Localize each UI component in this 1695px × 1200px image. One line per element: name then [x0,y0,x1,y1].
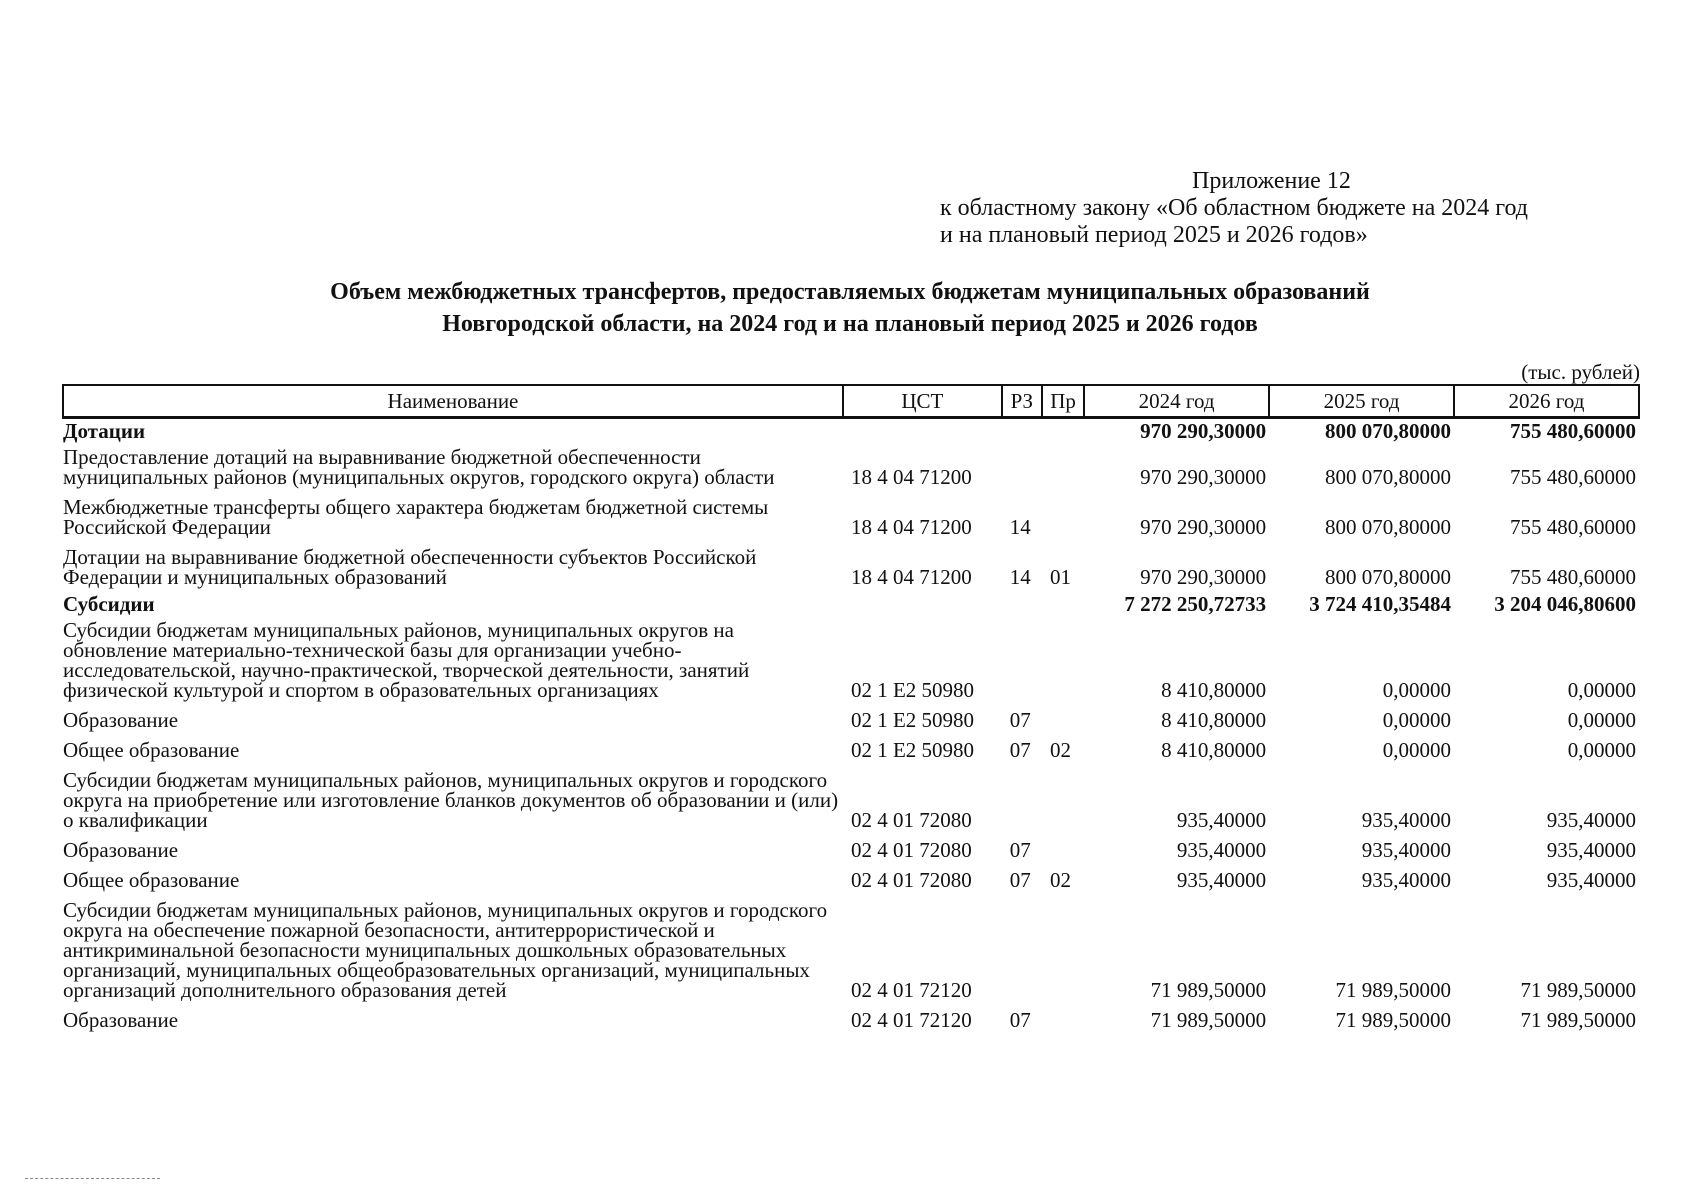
row-name: Предоставление дотаций на выравнивание бюджетной обеспеченности муниципальных районов (муниципальных округов, городского округа) области [63,445,775,489]
row-2024: 970 290,30000 [1140,465,1267,489]
document-title-line-1: Объем межбюджетных трансфертов, предоставляемых бюджетам муниципальных образований [330,279,1370,305]
row-2024: 935,40000 [1176,868,1267,892]
table-row [63,895,1639,1005]
row-name: Субсидии бюджетам муниципальных районов, муниципальных округов на обновление материально-технической базы для организации учебно-исследовательской, научно-практической, творческой деятельности, занятий физической культурой и спортом в образовательных организациях [63,618,750,702]
header-rz: РЗ [1002,385,1042,418]
row-rz: 07 [1009,838,1031,862]
header-pr: Пр [1042,385,1084,418]
row-2024: 970 290,30000 [1140,419,1267,443]
row-cst: 02 4 01 72080 [850,838,972,862]
table-row [63,542,1639,592]
row-2025: 71 989,50000 [1335,1008,1452,1032]
row-cst: 18 4 04 71200 [850,515,972,539]
table-row [63,442,1639,492]
row-2026: 71 989,50000 [1520,1008,1636,1032]
row-rz [1002,418,1042,443]
row-rz [1002,592,1042,615]
row-cst: 02 1 E2 50980 [850,708,975,732]
row-2025: 0,00000 [1382,708,1452,732]
row-rz: 07 [1009,708,1031,732]
row-pr [1042,592,1084,615]
row-pr [1042,765,1084,835]
row-name: Образование [63,708,179,732]
header-2024: 2024 год [1084,385,1269,418]
annex-header [940,168,1528,249]
row-2025: 71 989,50000 [1335,978,1452,1002]
row-2024: 8 410,80000 [1161,738,1267,762]
row-pr [1042,705,1084,735]
row-cst [843,592,1002,615]
row-2024: 935,40000 [1176,808,1267,832]
row-name: Образование [63,1008,179,1032]
row-rz: 14 [1009,515,1031,539]
row-pr [1042,835,1084,865]
row-cst: 02 4 01 72120 [850,1008,972,1032]
annex-title: Приложение 12 [1192,168,1351,194]
row-cst: 02 4 01 72080 [850,808,972,832]
row-2025: 800 070,80000 [1325,565,1452,589]
row-pr [1042,418,1084,443]
row-2025: 935,40000 [1361,838,1452,862]
row-name: Общее образование [63,868,240,892]
row-2026: 71 989,50000 [1520,978,1636,1002]
row-2025: 935,40000 [1361,808,1452,832]
row-name: Образование [63,838,179,862]
row-pr [1042,442,1084,492]
units-label: (тыс. рублей) [1521,360,1640,384]
row-2024: 71 989,50000 [1150,1008,1267,1032]
row-pr: 01 [1049,565,1071,589]
row-rz [1002,615,1042,705]
row-2024: 970 290,30000 [1140,515,1267,539]
row-rz: 07 [1009,738,1031,762]
row-name: Субсидии бюджетам муниципальных районов, муниципальных округов и городского округа на обеспечение пожарной безопасности, антитеррористической и антикриминальной безопасности муниципальных дошкольных образовательных организаций, муниципальных общеобразовательных организаций, муниципальных организаций дополнительного образования детей [63,898,828,1002]
row-cst: 02 1 E2 50980 [850,678,975,702]
row-pr: 02 [1049,738,1071,762]
document-title [60,276,1640,340]
row-rz [1002,765,1042,835]
table-row [63,615,1639,705]
table-body [63,418,1639,1036]
header-name: Наименование [63,385,843,418]
row-cst [843,418,1002,443]
row-2025: 935,40000 [1361,868,1452,892]
row-2026: 755 480,60000 [1510,465,1636,489]
row-cst: 18 4 04 71200 [850,465,972,489]
header-2026: 2026 год [1454,385,1639,418]
document-title-line-2: Новгородской области, на 2024 год и на плановый период 2025 и 2026 годов [442,311,1258,337]
row-2025: 0,00000 [1382,678,1452,702]
row-name: Субсидии [63,592,155,616]
row-2025: 800 070,80000 [1325,465,1452,489]
table-row [63,1005,1639,1035]
row-name: Субсидии бюджетам муниципальных районов, муниципальных округов и городского округа на приобретение или изготовление бланков документов об образовании и (или) о квалификации [63,768,839,832]
annex-line-2: и на плановый период 2025 и 2026 годов» [940,222,1368,248]
row-name: Дотации [63,419,146,443]
row-2026: 755 480,60000 [1510,515,1636,539]
row-cst: 02 1 E2 50980 [850,738,975,762]
row-2024: 8 410,80000 [1161,708,1267,732]
row-rz [1002,442,1042,492]
row-rz: 07 [1009,1008,1031,1032]
row-rz: 07 [1009,868,1031,892]
section-row [63,418,1639,443]
row-2026: 935,40000 [1546,808,1636,832]
transfers-table [62,384,1640,1035]
table-row [63,765,1639,835]
row-cst: 02 4 01 72120 [850,978,972,1002]
row-name: Межбюджетные трансферты общего характера бюджетам бюджетной системы Российской Федерации [63,495,769,539]
row-2026: 0,00000 [1567,678,1636,702]
row-rz: 14 [1009,565,1031,589]
row-cst: 02 4 01 72080 [850,868,972,892]
row-2024: 8 410,80000 [1161,678,1267,702]
row-2024: 935,40000 [1176,838,1267,862]
row-2025: 0,00000 [1382,738,1452,762]
row-2026: 3 204 046,80600 [1494,592,1636,616]
row-2024: 71 989,50000 [1150,978,1267,1002]
row-2026: 755 480,60000 [1510,419,1636,443]
row-2026: 0,00000 [1567,708,1636,732]
row-2025: 800 070,80000 [1325,419,1452,443]
annex-line-1: к областному закону «Об областном бюджете на 2024 год [940,195,1528,221]
row-pr [1042,1005,1084,1035]
row-2026: 0,00000 [1567,738,1636,762]
row-2026: 935,40000 [1546,838,1636,862]
row-name: Общее образование [63,738,240,762]
header-2025: 2025 год [1269,385,1454,418]
row-pr: 02 [1049,868,1071,892]
row-2026: 755 480,60000 [1510,565,1636,589]
row-2025: 3 724 410,35484 [1309,592,1452,616]
scan-artifact-line [25,1178,160,1179]
row-2024: 7 272 250,72733 [1124,592,1267,616]
table-header-row [63,385,1639,418]
table-row [63,705,1639,735]
header-cst: ЦСТ [843,385,1002,418]
row-2025: 800 070,80000 [1325,515,1452,539]
row-rz [1002,895,1042,1005]
row-2026: 935,40000 [1546,868,1636,892]
table-row [63,492,1639,542]
row-pr [1042,492,1084,542]
row-pr [1042,895,1084,1005]
section-row [63,592,1639,615]
table-row [63,835,1639,865]
table-row [63,865,1639,895]
row-pr [1042,615,1084,705]
row-cst: 18 4 04 71200 [850,565,972,589]
row-name: Дотации на выравнивание бюджетной обеспеченности субъектов Российской Федерации и муниципальных образований [63,545,757,589]
row-2024: 970 290,30000 [1140,565,1267,589]
table-row [63,735,1639,765]
